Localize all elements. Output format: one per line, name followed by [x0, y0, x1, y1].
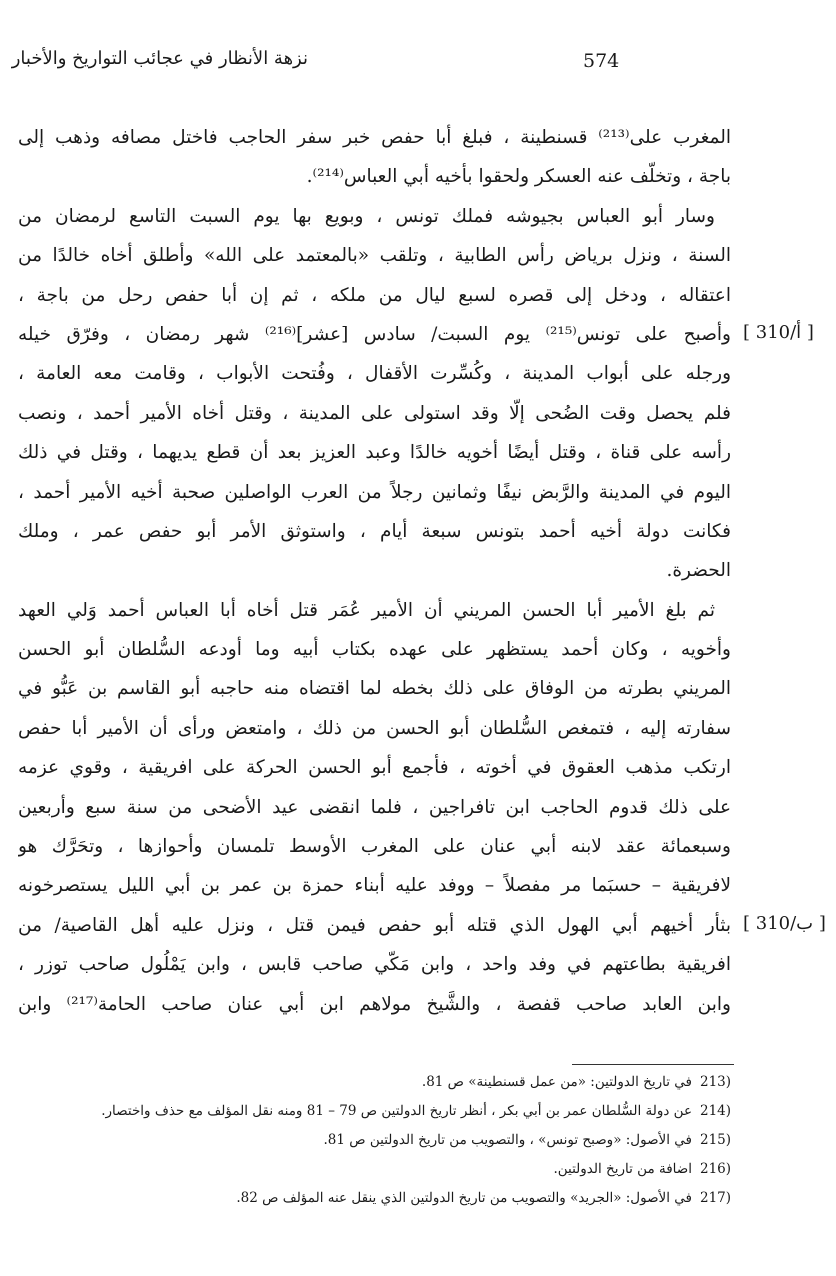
page-number: 574 — [583, 50, 620, 72]
text-line: فلم يحصل وقت الضُحى إلّا وقد استولى على المدينة ، وقتل أخاه الأمير أحمد ، ونصب — [18, 402, 731, 424]
footnote-text: اضافة من تاريخ الدولتين. — [553, 1161, 692, 1177]
text-line: سفارته إليه ، فتمغص السُّلطان أبو الحسن من ذلك ، وامتعض ورأى أن الأمير أبا حفص — [18, 717, 731, 739]
text-line: وأخويه ، وكان أحمد يستظهر على عهده بكتاب أبيه وما أودعه السُّلطان أبو الحسن — [18, 639, 731, 661]
footnote-text: في الأصول: «الجريد» والتصويب من تاريخ الدولتين الذي ينقل عنه المؤلف ص 82. — [236, 1190, 692, 1206]
text-line: وابن العابد صاحب قفصة ، والشَّيخ مولاهم ابن أبي عنان صاحب الحامة⁽²¹⁷⁾ وابن — [18, 993, 731, 1015]
footnote — [20, 1126, 740, 1155]
text-line: وسار أبو العباس بجيوشه فملك تونس ، وبويع بها يوم السبت التاسع لرمضان من — [18, 205, 715, 227]
text-line: المريني بطرته من الوفاق على ذلك بخطه لما اقتضاه منه حاجبه أبو القاسم بن عَبُّو في — [18, 678, 731, 700]
margin-folio-mark: [ 310/ب ] — [743, 913, 826, 934]
text-line: على ذلك قدوم الحاجب ابن تافراجين ، فلما انقضى عيد الأضحى من سنة سبع وأربعين — [18, 796, 731, 818]
text-line: باجة ، وتخلّف عنه العسكر ولحقوا بأخيه أبي العباس⁽²¹⁴⁾. — [306, 166, 731, 188]
text-line: ورجله على أبواب المدينة ، وكُسِّرت الأقفال ، وفُتحت الأبواب ، وقامت معه العامة ، — [18, 363, 731, 385]
footnote-number: 214) — [700, 1103, 732, 1119]
running-head: نزهة الأنظار في عجائب التواريخ والأخبار — [11, 48, 308, 69]
margin-folio-mark: [ 310/أ ] — [743, 322, 814, 343]
footnote-number: 216) — [700, 1161, 732, 1177]
text-line: ارتكب مذهب العقوق في أخوته ، فأجمع أبو الحسن الحركة على افريقية ، وقوي عزمه — [18, 757, 731, 779]
footnote — [20, 1155, 740, 1184]
footnote-number: 213) — [700, 1074, 732, 1090]
text-line: ثم بلغ الأمير أبا الحسن المريني أن الأمير عُمَر قتل أخاه أبا العباس أحمد وَلي العهد — [18, 599, 715, 621]
text-line: لافريقية – حسبَما مر مفصلاً – ووفد عليه أبناء حمزة بن عمر بن أبي الليل يستصرخونه — [18, 875, 731, 897]
footnote — [20, 1068, 740, 1097]
footnote-number: 217) — [700, 1190, 732, 1206]
text-line: وأصبح على تونس⁽²¹⁵⁾ يوم السبت/ سادس [عشر]⁽²¹⁶⁾ شهر رمضان ، وفرّق خيله — [18, 323, 731, 345]
footnote-text: في تاريخ الدولتين: «من عمل قسنطينة» ص 81. — [421, 1074, 692, 1090]
text-line: السنة ، ونزل برياض رأس الطابية ، وتلقب «بالمعتمد على الله» وأطلق أخاه خالدًا من — [18, 245, 731, 267]
footnote — [20, 1097, 740, 1126]
text-line: المغرب على⁽²¹³⁾ قسنطينة ، فبلغ أبا حفص خبر سفر الحاجب فاختل مصافه وذهب إلى — [18, 127, 731, 148]
text-line: بثأر أخيهم أبي الهول الذي قتله أبو حفص فيمن قتل ، ونزل عليه أهل القاصية/ من — [18, 914, 731, 936]
main-text — [18, 118, 731, 1024]
text-line: وسبعمائة عقد لابنه أبي عنان على المغرب الأوسط تلمسان وأحوازها ، وتحَرَّك هو — [18, 836, 731, 858]
footnote-text: في الأصول: «وصبح تونس» ، والتصويب من تاريخ الدولتين ص 81. — [323, 1132, 692, 1148]
text-line: رأسه على قناة ، وقتل أيضًا أخويه خالدًا وعبد العزيز بعد أن قطع يديهما ، وقتل في ذلك — [18, 442, 731, 464]
text-line: الحضرة. — [666, 560, 731, 582]
footnote-text: عن دولة السُّلطان عمر بن أبي بكر ، أنظر تاريخ الدولتين ص 79 – 81 ومنه نقل المؤلف مع حذف واختصار. — [101, 1103, 692, 1119]
text-line: افريقية بطاعتهم في وفد واحد ، وابن مَكّي صاحب قابس ، وابن يَمْلُول صاحب توزر ، — [18, 954, 731, 976]
footnotes — [20, 1068, 740, 1213]
footnote-separator — [572, 1064, 734, 1065]
footnote-number: 215) — [700, 1132, 732, 1148]
text-line: فكانت دولة أخيه أحمد بتونس سبعة أيام ، واستوثق الأمر أبو حفص عمر ، وملك — [18, 520, 731, 542]
footnote — [20, 1184, 740, 1213]
page-header — [0, 44, 836, 80]
text-line: اعتقاله ، ودخل إلى قصره لسبع ليال من ملكه ، ثم إن أبا حفص رحل من باجة ، — [18, 284, 731, 306]
text-line: اليوم في المدينة والرَّبض نيفًا وثمانين رجلاً من العرب الواصلين صحبة أخيه الأمير أحمد ، — [18, 481, 731, 503]
